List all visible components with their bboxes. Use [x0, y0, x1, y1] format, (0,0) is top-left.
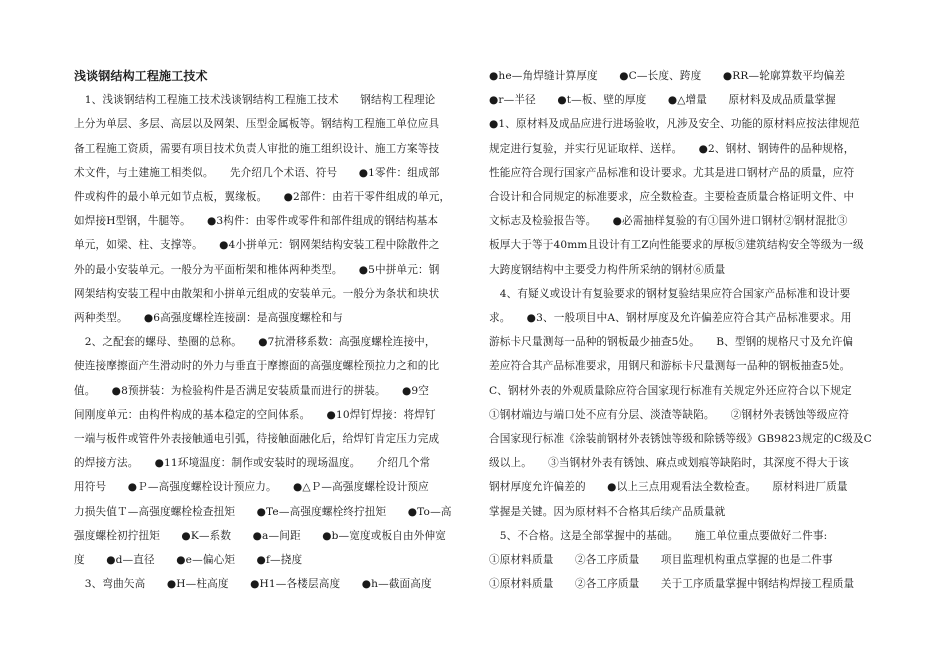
text-line: ①原材料质量 ②各工序质量 项目监理机构重点掌握的也是二件事: [489, 554, 833, 567]
text-line: 单元，如梁、柱、支撑等。 ●4小拼单元：钢网架结构安装工程中除散件之: [74, 239, 440, 252]
text-line: 文标志及检验报告等。 ●必需抽样复验的有①国外进口钢材②钢材混批③: [489, 215, 848, 228]
text-line: 规定进行复验，并实行见证取样、送样。 ●2、钢材、钢铸件的品种规格，: [489, 142, 855, 155]
text-line: 度 ●d—直径 ●e—偏心矩 ●f—挠度: [74, 554, 303, 567]
text-line: 钢材厚度允许偏差的 ●以上三点用观看法全数检查。 原材料进厂质量: [489, 481, 848, 494]
text-line: ①钢材端边与端口处不应有分层、淡渣等缺陷。 ②钢材外表锈蚀等级应符: [489, 408, 849, 421]
text-line: 差应符合其产品标准要求，用钢尺和游标卡尺量测每一品种的钢板抽查5处。: [489, 360, 851, 373]
text-line: 用符号 ●Ｐ—高强度螺栓设计预应力。 ●△Ｐ—高强度螺栓设计预应: [74, 481, 429, 494]
text-line: 两种类型。 ●6高强度螺栓连接副：是高强度螺栓和与: [74, 312, 343, 325]
text-line: 上分为单层、多层、高层以及网架、压型金属板等。钢结构工程施工单位应具: [74, 118, 440, 131]
text-line: 值。 ●8预拼装：为检验构件是否满足安装质量而进行的拼装。 ●9空: [74, 384, 430, 397]
text-line: C、钢材外表的外观质量除应符合国家现行标准有关规定外还应符合以下规定: [489, 384, 852, 397]
text-line: 2、之配套的螺母、垫圈的总称。 ●7抗滑移系数：高强度螺栓连接中，: [74, 336, 436, 349]
left-column: [74, 64, 462, 596]
text-line: ●1、原材料及成品应进行进场验收，凡涉及安全、功能的原材料应按法律规范: [489, 118, 860, 131]
right-column: [489, 64, 881, 596]
text-line: 使连接摩擦面产生滑动时的外力与垂直于摩擦面的高强度螺栓预拉力之和的比: [74, 360, 440, 373]
text-line: 4、有疑义或设计有复验要求的钢材复验结果应符合国家产品标准和设计要: [489, 287, 851, 300]
text-line: 求。 ●3、一般项目中A、钢材厚度及允许偏差应符合其产品标准要求。用: [489, 312, 852, 325]
text-line: 间刚度单元：由构件构成的基本稳定的空间体系。 ●10焊钉焊接：将焊钉: [74, 408, 436, 421]
text-line: 掌握是关键。因为原材料不合格其后续产品质量就: [489, 505, 726, 518]
text-line: 3、弯曲矢高 ●H—柱高度 ●H1—各楼层高度 ●h—截面高度: [74, 578, 432, 591]
text-line: 合设计和合同规定的标准要求，应全数检查。主要检查质量合格证明文件、中: [489, 191, 855, 204]
text-line: 术文件，与土建施工相类似。 先介绍几个术语、符号 ●1零件：组成部: [74, 166, 440, 179]
text-line: ①原材料质量 ②各工序质量 关于工序质量掌握中钢结构焊接工程质量: [489, 578, 855, 591]
text-line: 的焊接方法。 ●11环境温度：制作或安装时的现场温度。 介绍几个常: [74, 457, 431, 470]
text-line: 强度螺栓初拧扭矩 ●K—系数 ●a—间距 ●b—宽度或板自由外伸宽: [74, 529, 446, 542]
document-title: 浅谈钢结构工程施工技术: [74, 69, 208, 83]
text-line: 游标卡尺量测每一品种的钢板最少抽查5处。 B、型钢的规格尺寸及允许偏: [489, 336, 854, 349]
text-line: 力损失值Ｔ—高强度螺栓检查扭矩 ●Te—高强度螺栓终拧扭矩 ●To—高: [74, 505, 452, 518]
text-line: 一端与板件或管件外表接触通电引弧，待接触面融化后，给焊钉肯定压力完成: [74, 433, 440, 446]
text-line: 级以上。 ③当钢材外表有锈蚀、麻点或划痕等缺陷时，其深度不得大于该: [489, 457, 849, 470]
text-line: 外的最小安装单元。一般分为平面桁架和椎体两种类型。 ●5中拼单元：钢: [74, 263, 440, 276]
text-line: ●r—半径 ●t—板、壁的厚度 ●△增量 原材料及成品质量掌握: [489, 94, 836, 107]
text-line: 如焊接H型钢，牛腿等。 ●3构件：由零件或零件和部件组成的钢结构基本: [74, 215, 439, 228]
text-line: 1、浅谈钢结构工程施工技术浅谈钢结构工程施工技术 钢结构工程理论: [74, 94, 436, 107]
text-line: 大跨度钢结构中主要受力构件所采纳的钢材⑥质量: [489, 263, 726, 276]
text-line: ●he—角焊缝计算厚度 ●C—长度、跨度 ●RR—轮廓算数平均偏差: [489, 70, 846, 82]
text-line: 备工程施工资质，需要有项目技术负责人审批的施工组织设计、施工方案等技: [74, 142, 440, 155]
text-line: 网架结构安装工程中由散架和小拼单元组成的安装单元。一般分为条状和块状: [74, 287, 440, 300]
text-line: 件或构件的最小单元如节点板，翼缘板。 ●2部件：由若干零件组成的单元，: [74, 191, 451, 204]
text-line: 合国家现行标准《涂装前钢材外表锈蚀等级和除锈等级》GB9823规定的C级及C: [489, 433, 872, 446]
text-line: 板厚大于等于40mm且设计有工Z向性能要求的厚板⑤建筑结构安全等级为一级: [489, 239, 864, 252]
text-line: 性能应符合现行国家产品标准和设计要求。尤其是进口钢材产品的质量，应符: [489, 166, 855, 179]
text-line: 5、不合格。这是全部掌握中的基础。 施工单位重点要做好二件事:: [489, 529, 828, 542]
